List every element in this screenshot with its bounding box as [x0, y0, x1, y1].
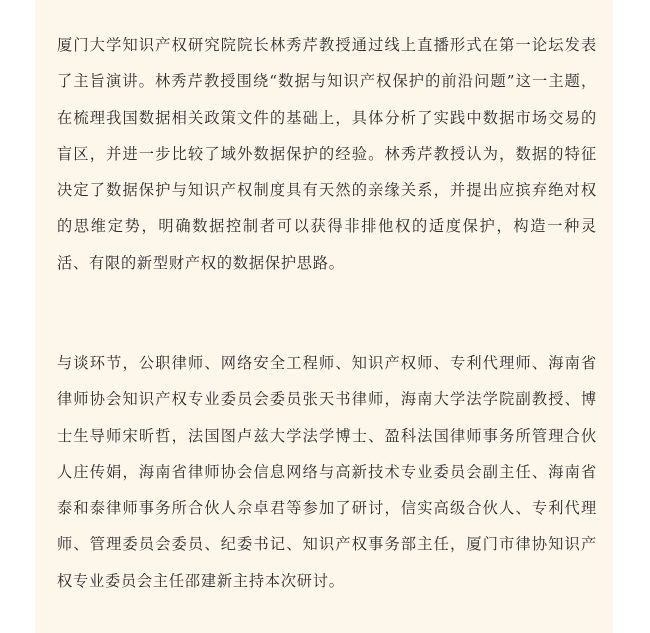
article-card [35, 0, 613, 633]
article-paragraph-discussion: 与谈环节，公职律师、网络安全工程师、知识产权师、专利代理师、海南省律师协会知识产权专业委员会委员张天书律师，海南大学法学院副教授、博士生导师宋昕哲，法国图卢兹大学法学博士、盈科法国律师事务所管理合伙人庄传娟，海南省律师协会信息网络与高新技术专业委员会副主任、海南省泰和泰律师事务所合伙人佘卓君等参加了研讨，信实高级合伙人、专利代理师、管理委员会委员、纪委书记、知识产权事务部主任，厦门市律协知识产权专业委员会主任邵建新主持本次研讨。 [57, 354, 597, 590]
article-paragraph-keynote: 厦门大学知识产权研究院院长林秀芹教授通过线上直播形式在第一论坛发表了主旨演讲。林秀芹教授围绕“数据与知识产权保护的前沿问题”这一主题，在梳理我国数据相关政策文件的基础上，具体分析了实践中数据市场交易的盲区，并进一步比较了域外数据保护的经验。林秀芹教授认为，数据的特征决定了数据保护与知识产权制度具有天然的亲缘关系，并提出应摈弃绝对权的思维定势，明确数据控制者可以获得非排他权的适度保护，构造一种灵活、有限的新型财产权的数据保护思路。 [57, 36, 597, 272]
